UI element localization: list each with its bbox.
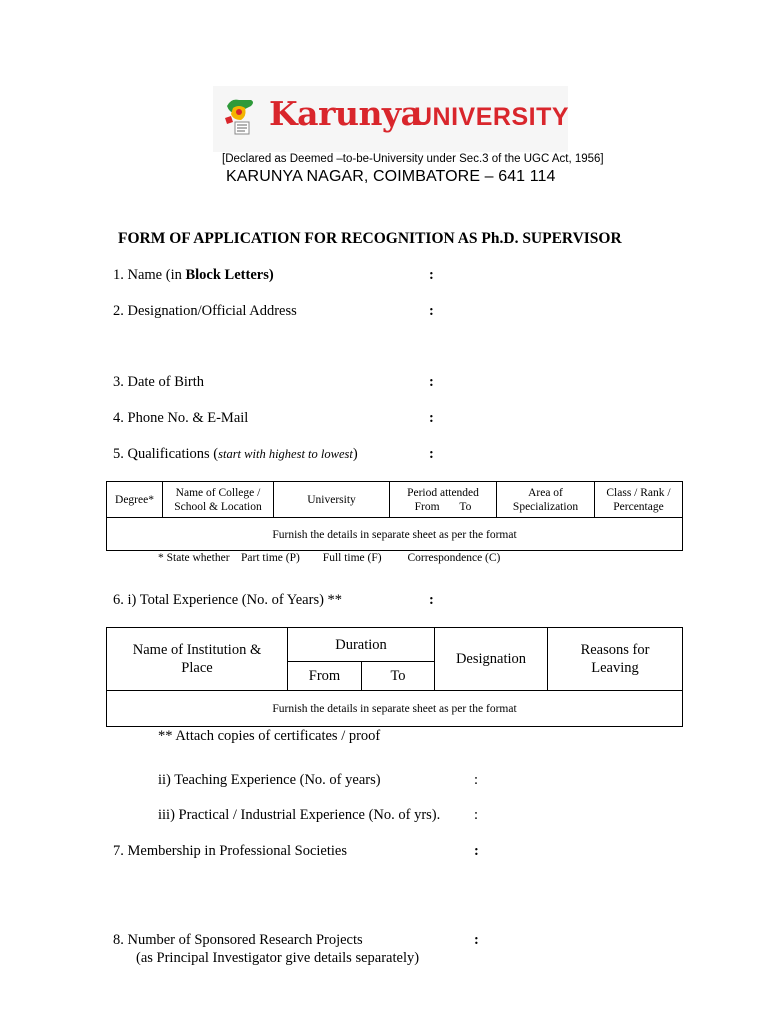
university-logo bbox=[213, 86, 568, 152]
field-qualifications-colon: : bbox=[429, 446, 434, 462]
brand-name: Karunya bbox=[269, 94, 422, 133]
qualifications-note: Furnish the details in separate sheet as per the format bbox=[272, 528, 517, 541]
header-reasons: Reasons for Leaving bbox=[580, 642, 650, 676]
declared-statement: [Declared as Deemed –to-be-University under Sec.3 of the UGC Act, 1956] bbox=[222, 153, 604, 165]
field-sponsored-projects-sublabel: (as Principal Investigator give details separately) bbox=[136, 950, 420, 966]
form-title: FORM OF APPLICATION FOR RECOGNITION AS Ph.D. SUPERVISOR bbox=[118, 230, 622, 247]
header-college: Name of College / School & Location bbox=[163, 482, 274, 517]
qualifications-table bbox=[106, 481, 683, 551]
field-practical-experience-label: iii) Practical / Industrial Experience (No. of yrs). bbox=[158, 807, 441, 823]
header-degree: Degree* bbox=[107, 482, 163, 517]
field-phone-colon: : bbox=[429, 410, 434, 426]
header-area: Area of Specialization bbox=[497, 482, 595, 517]
university-address: KARUNYA NAGAR, COIMBATORE – 641 114 bbox=[226, 168, 556, 185]
attach-note: ** Attach copies of certificates / proof bbox=[158, 728, 381, 744]
header-duration: Duration bbox=[335, 636, 387, 653]
field-dob-colon: : bbox=[429, 374, 434, 390]
field-qualifications-label: 5. Qualifications (start with highest to lowest) bbox=[113, 446, 358, 462]
field-name-label: 1. Name (in Block Letters) bbox=[113, 267, 274, 283]
field-name-colon: : bbox=[429, 267, 434, 283]
field-total-experience-colon: : bbox=[429, 592, 434, 608]
header-institution: Name of Institution & Place bbox=[132, 642, 262, 676]
field-membership-colon: : bbox=[474, 843, 479, 859]
field-sponsored-projects-colon: : bbox=[474, 932, 479, 948]
field-practical-experience-colon: : bbox=[474, 807, 479, 823]
field-designation-colon: : bbox=[429, 303, 434, 319]
university-emblem-icon bbox=[221, 96, 257, 140]
header-university: University bbox=[274, 482, 390, 517]
field-membership-label: 7. Membership in Professional Societies bbox=[113, 843, 347, 859]
field-dob-label: 3. Date of Birth bbox=[113, 374, 205, 390]
experience-note: Furnish the details in separate sheet as per the format bbox=[272, 703, 517, 715]
field-total-experience-label: 6. i) Total Experience (No. of Years) ** bbox=[113, 592, 343, 608]
field-teaching-experience-colon: : bbox=[474, 772, 479, 788]
header-period: Period attended From To bbox=[390, 482, 497, 517]
field-phone-label: 4. Phone No. & E-Mail bbox=[113, 410, 249, 426]
header-designation: Designation bbox=[455, 651, 527, 667]
field-sponsored-projects-label: 8. Number of Sponsored Research Projects bbox=[113, 932, 363, 948]
field-designation-label: 2. Designation/Official Address bbox=[113, 303, 297, 319]
header-from: From bbox=[308, 668, 341, 684]
header-class: Class / Rank / Percentage bbox=[606, 486, 671, 513]
mode-legend: * State whether Part time (P) Full time (F) Correspondence (C) bbox=[158, 552, 501, 564]
experience-table bbox=[106, 627, 683, 727]
header-to: To bbox=[390, 668, 406, 684]
brand-suffix: UNIVERSITY bbox=[414, 103, 570, 131]
field-teaching-experience-label: ii) Teaching Experience (No. of years) bbox=[158, 772, 381, 788]
